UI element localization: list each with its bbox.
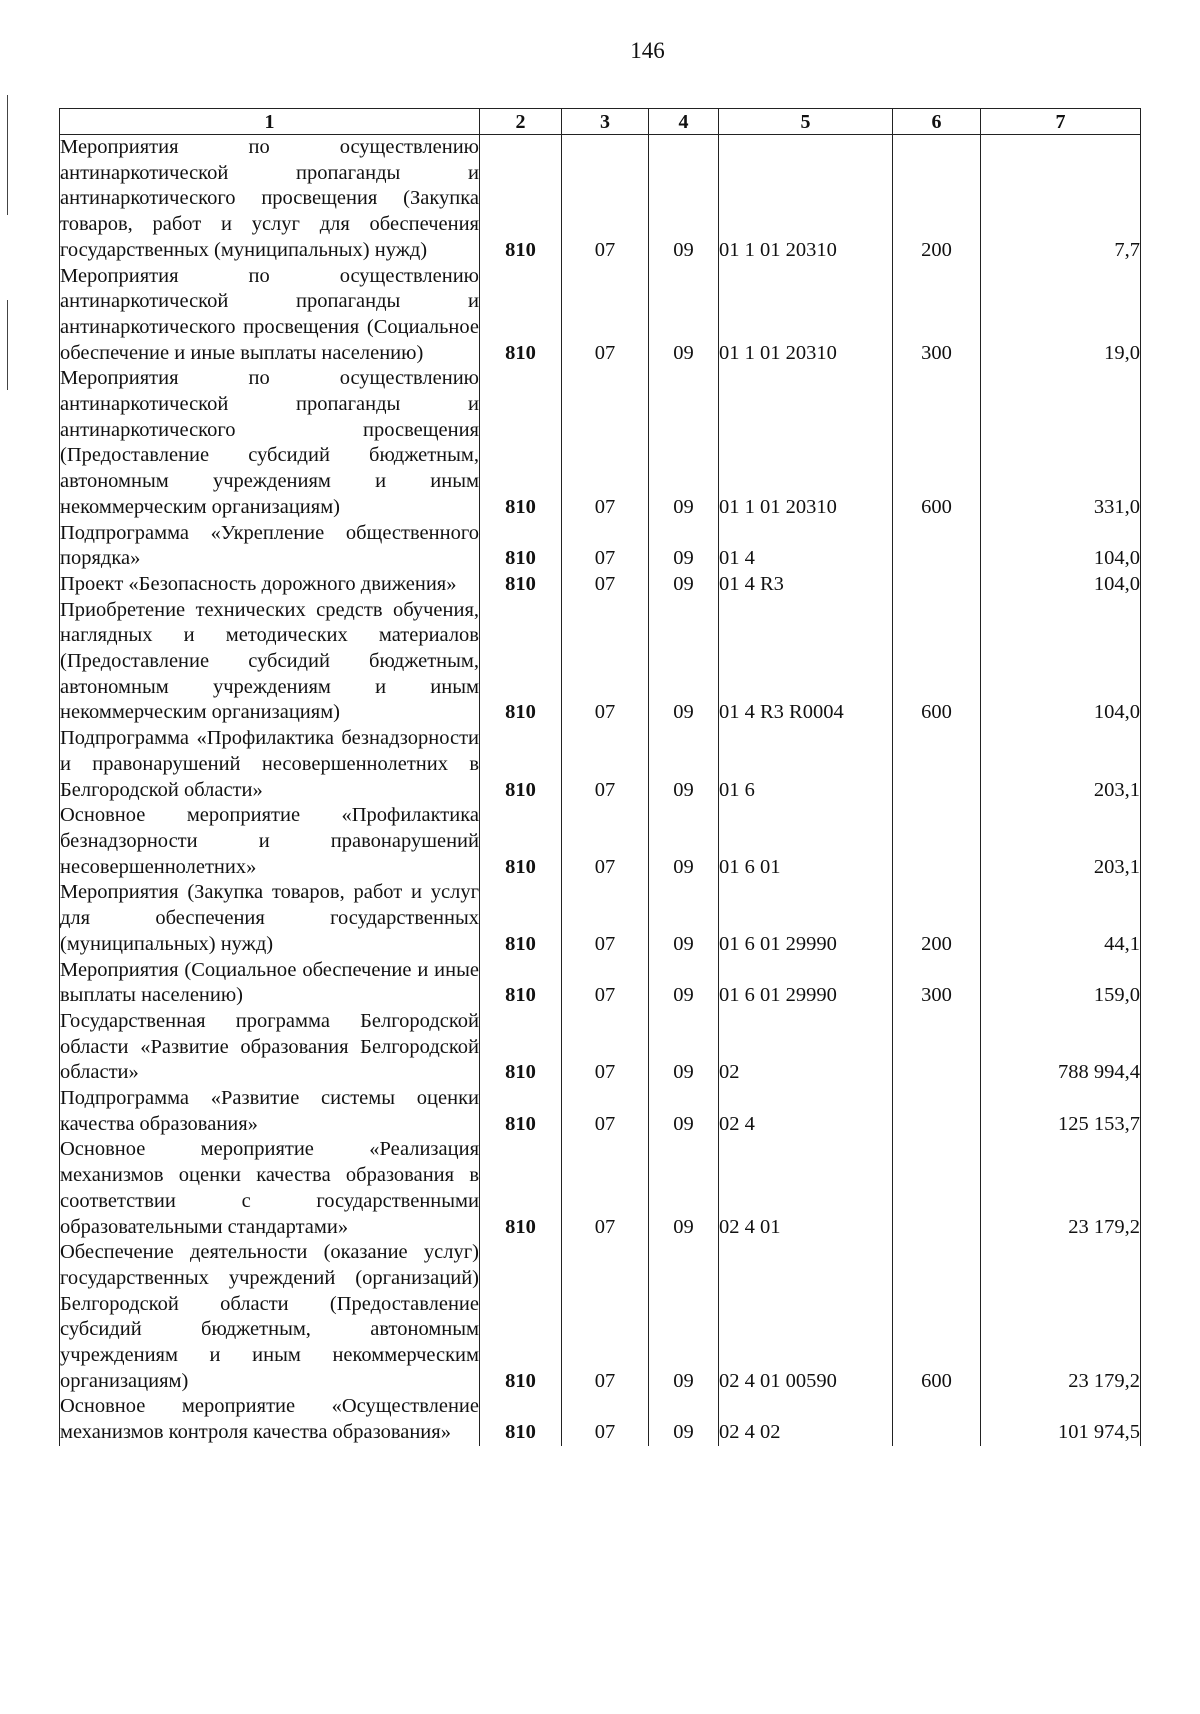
row-name-cell: Проект «Безопасность дорожного движения» xyxy=(60,572,480,598)
row-cs-cell: 01 4 R3 R0004 xyxy=(719,598,893,727)
table-row xyxy=(60,135,1141,264)
row-gr-cell: 810 xyxy=(480,958,562,1009)
row-pr-cell: 09 xyxy=(649,803,719,880)
row-pr-cell: 09 xyxy=(649,264,719,367)
table-row xyxy=(60,521,1141,572)
row-name-cell: Мероприятия по осуществлению антинаркотической пропаганды и антинаркотического просвещения (Социальное обеспечение и иные выплаты населению) xyxy=(60,264,480,367)
row-rz-cell: 07 xyxy=(562,366,649,520)
row-vr-cell xyxy=(893,1086,981,1137)
table-row xyxy=(60,366,1141,520)
table-row xyxy=(60,726,1141,803)
row-cs-cell: 02 4 01 00590 xyxy=(719,1240,893,1394)
row-gr-cell: 810 xyxy=(480,598,562,727)
table-row xyxy=(60,958,1141,1009)
row-sum-cell: 104,0 xyxy=(981,572,1141,598)
row-sum-cell: 331,0 xyxy=(981,366,1141,520)
row-cs-cell: 01 1 01 20310 xyxy=(719,366,893,520)
row-rz-cell: 07 xyxy=(562,135,649,264)
row-pr-cell: 09 xyxy=(649,1137,719,1240)
row-gr-cell: 810 xyxy=(480,264,562,367)
row-sum-cell: 23 179,2 xyxy=(981,1240,1141,1394)
table-row xyxy=(60,1086,1141,1137)
row-rz-cell: 07 xyxy=(562,521,649,572)
table-row xyxy=(60,1394,1141,1445)
row-gr-cell: 810 xyxy=(480,521,562,572)
table-row xyxy=(60,1240,1141,1394)
row-cs-cell: 01 6 01 xyxy=(719,803,893,880)
row-name-cell: Мероприятия (Социальное обеспечение и иные выплаты населению) xyxy=(60,958,480,1009)
row-pr-cell: 09 xyxy=(649,1240,719,1394)
row-cs-cell: 01 6 01 29990 xyxy=(719,958,893,1009)
row-name-cell: Основное мероприятие «Профилактика безнадзорности и правонарушений несовершеннолетних» xyxy=(60,803,480,880)
row-gr-cell: 810 xyxy=(480,1394,562,1445)
row-sum-cell: 159,0 xyxy=(981,958,1141,1009)
row-sum-cell: 203,1 xyxy=(981,803,1141,880)
row-cs-cell: 01 4 R3 xyxy=(719,572,893,598)
row-pr-cell: 09 xyxy=(649,1086,719,1137)
row-name-cell: Мероприятия по осуществлению антинаркотической пропаганды и антинаркотического просвещения (Закупка товаров, работ и услуг для обеспечения государственных (муниципальных) нужд) xyxy=(60,135,480,264)
row-vr-cell xyxy=(893,726,981,803)
row-rz-cell: 07 xyxy=(562,1240,649,1394)
row-gr-cell: 810 xyxy=(480,1086,562,1137)
table-row xyxy=(60,1137,1141,1240)
row-gr-cell: 810 xyxy=(480,880,562,957)
row-sum-cell: 101 974,5 xyxy=(981,1394,1141,1445)
row-pr-cell: 09 xyxy=(649,598,719,727)
row-cs-cell: 01 1 01 20310 xyxy=(719,264,893,367)
table-header xyxy=(60,109,1141,135)
row-sum-cell: 7,7 xyxy=(981,135,1141,264)
row-name-cell: Мероприятия по осуществлению антинаркотической пропаганды и антинаркотического просвещения (Предоставление субсидий бюджетным, автономным учреждениям и иным некоммерческим организациям) xyxy=(60,366,480,520)
column-header-4: 4 xyxy=(649,109,719,135)
row-gr-cell: 810 xyxy=(480,726,562,803)
row-cs-cell: 02 4 xyxy=(719,1086,893,1137)
row-pr-cell: 09 xyxy=(649,521,719,572)
row-sum-cell: 104,0 xyxy=(981,598,1141,727)
row-sum-cell: 104,0 xyxy=(981,521,1141,572)
row-cs-cell: 02 xyxy=(719,1009,893,1086)
row-cs-cell: 02 4 02 xyxy=(719,1394,893,1445)
row-cs-cell: 01 1 01 20310 xyxy=(719,135,893,264)
column-header-6: 6 xyxy=(893,109,981,135)
table-row xyxy=(60,1009,1141,1086)
column-header-7: 7 xyxy=(981,109,1141,135)
row-pr-cell: 09 xyxy=(649,135,719,264)
row-vr-cell xyxy=(893,803,981,880)
row-pr-cell: 09 xyxy=(649,880,719,957)
table-row xyxy=(60,264,1141,367)
row-name-cell: Подпрограмма «Укрепление общественного порядка» xyxy=(60,521,480,572)
row-rz-cell: 07 xyxy=(562,880,649,957)
row-rz-cell: 07 xyxy=(562,1137,649,1240)
row-name-cell: Обеспечение деятельности (оказание услуг) государственных учреждений (организаций) Белгородской области (Предоставление субсидий бюджетным, автономным учреждениям и иным некоммерческим организациям) xyxy=(60,1240,480,1394)
row-pr-cell: 09 xyxy=(649,366,719,520)
row-vr-cell xyxy=(893,572,981,598)
header-row xyxy=(60,109,1141,135)
row-vr-cell xyxy=(893,1394,981,1445)
column-header-2: 2 xyxy=(480,109,562,135)
row-name-cell: Мероприятия (Закупка товаров, работ и услуг для обеспечения государственных (муниципальных) нужд) xyxy=(60,880,480,957)
table-row xyxy=(60,598,1141,727)
row-name-cell: Основное мероприятие «Осуществление механизмов контроля качества образования» xyxy=(60,1394,480,1445)
page-number: 146 xyxy=(630,38,665,63)
row-name-cell: Подпрограмма «Профилактика безнадзорности и правонарушений несовершеннолетних в Белгородской области» xyxy=(60,726,480,803)
row-vr-cell: 600 xyxy=(893,598,981,727)
row-gr-cell: 810 xyxy=(480,135,562,264)
row-rz-cell: 07 xyxy=(562,1394,649,1445)
row-rz-cell: 07 xyxy=(562,264,649,367)
budget-table xyxy=(59,108,1141,1446)
row-rz-cell: 07 xyxy=(562,1009,649,1086)
row-gr-cell: 810 xyxy=(480,1240,562,1394)
row-pr-cell: 09 xyxy=(649,726,719,803)
row-rz-cell: 07 xyxy=(562,726,649,803)
row-pr-cell: 09 xyxy=(649,572,719,598)
row-rz-cell: 07 xyxy=(562,803,649,880)
row-pr-cell: 09 xyxy=(649,1009,719,1086)
row-gr-cell: 810 xyxy=(480,366,562,520)
table-body xyxy=(60,135,1141,1446)
row-gr-cell: 810 xyxy=(480,1137,562,1240)
column-header-3: 3 xyxy=(562,109,649,135)
row-cs-cell: 01 6 01 29990 xyxy=(719,880,893,957)
row-name-cell: Подпрограмма «Развитие системы оценки качества образования» xyxy=(60,1086,480,1137)
column-header-5: 5 xyxy=(719,109,893,135)
row-name-cell: Основное мероприятие «Реализация механизмов оценки качества образования в соответствии с государственными образовательными стандартами» xyxy=(60,1137,480,1240)
row-sum-cell: 203,1 xyxy=(981,726,1141,803)
row-sum-cell: 125 153,7 xyxy=(981,1086,1141,1137)
row-sum-cell: 44,1 xyxy=(981,880,1141,957)
row-rz-cell: 07 xyxy=(562,572,649,598)
row-cs-cell: 01 6 xyxy=(719,726,893,803)
row-pr-cell: 09 xyxy=(649,1394,719,1445)
row-cs-cell: 01 4 xyxy=(719,521,893,572)
row-rz-cell: 07 xyxy=(562,1086,649,1137)
row-gr-cell: 810 xyxy=(480,803,562,880)
row-vr-cell: 200 xyxy=(893,135,981,264)
row-sum-cell: 788 994,4 xyxy=(981,1009,1141,1086)
scan-edge-line xyxy=(7,95,8,215)
row-rz-cell: 07 xyxy=(562,958,649,1009)
row-vr-cell: 300 xyxy=(893,958,981,1009)
table-row xyxy=(60,880,1141,957)
row-vr-cell xyxy=(893,521,981,572)
table-row xyxy=(60,803,1141,880)
row-sum-cell: 23 179,2 xyxy=(981,1137,1141,1240)
row-vr-cell xyxy=(893,1009,981,1086)
row-sum-cell: 19,0 xyxy=(981,264,1141,367)
row-gr-cell: 810 xyxy=(480,1009,562,1086)
row-name-cell: Приобретение технических средств обучения, наглядных и методических материалов (Предоставление субсидий бюджетным, автономным учреждениям и иным некоммерческим организациям) xyxy=(60,598,480,727)
row-cs-cell: 02 4 01 xyxy=(719,1137,893,1240)
row-pr-cell: 09 xyxy=(649,958,719,1009)
table-row xyxy=(60,572,1141,598)
row-rz-cell: 07 xyxy=(562,598,649,727)
row-vr-cell: 600 xyxy=(893,1240,981,1394)
row-gr-cell: 810 xyxy=(480,572,562,598)
row-vr-cell: 600 xyxy=(893,366,981,520)
row-vr-cell: 200 xyxy=(893,880,981,957)
scan-edge-line xyxy=(7,300,8,390)
column-header-1: 1 xyxy=(60,109,480,135)
row-vr-cell: 300 xyxy=(893,264,981,367)
row-name-cell: Государственная программа Белгородской области «Развитие образования Белгородской области» xyxy=(60,1009,480,1086)
row-vr-cell xyxy=(893,1137,981,1240)
